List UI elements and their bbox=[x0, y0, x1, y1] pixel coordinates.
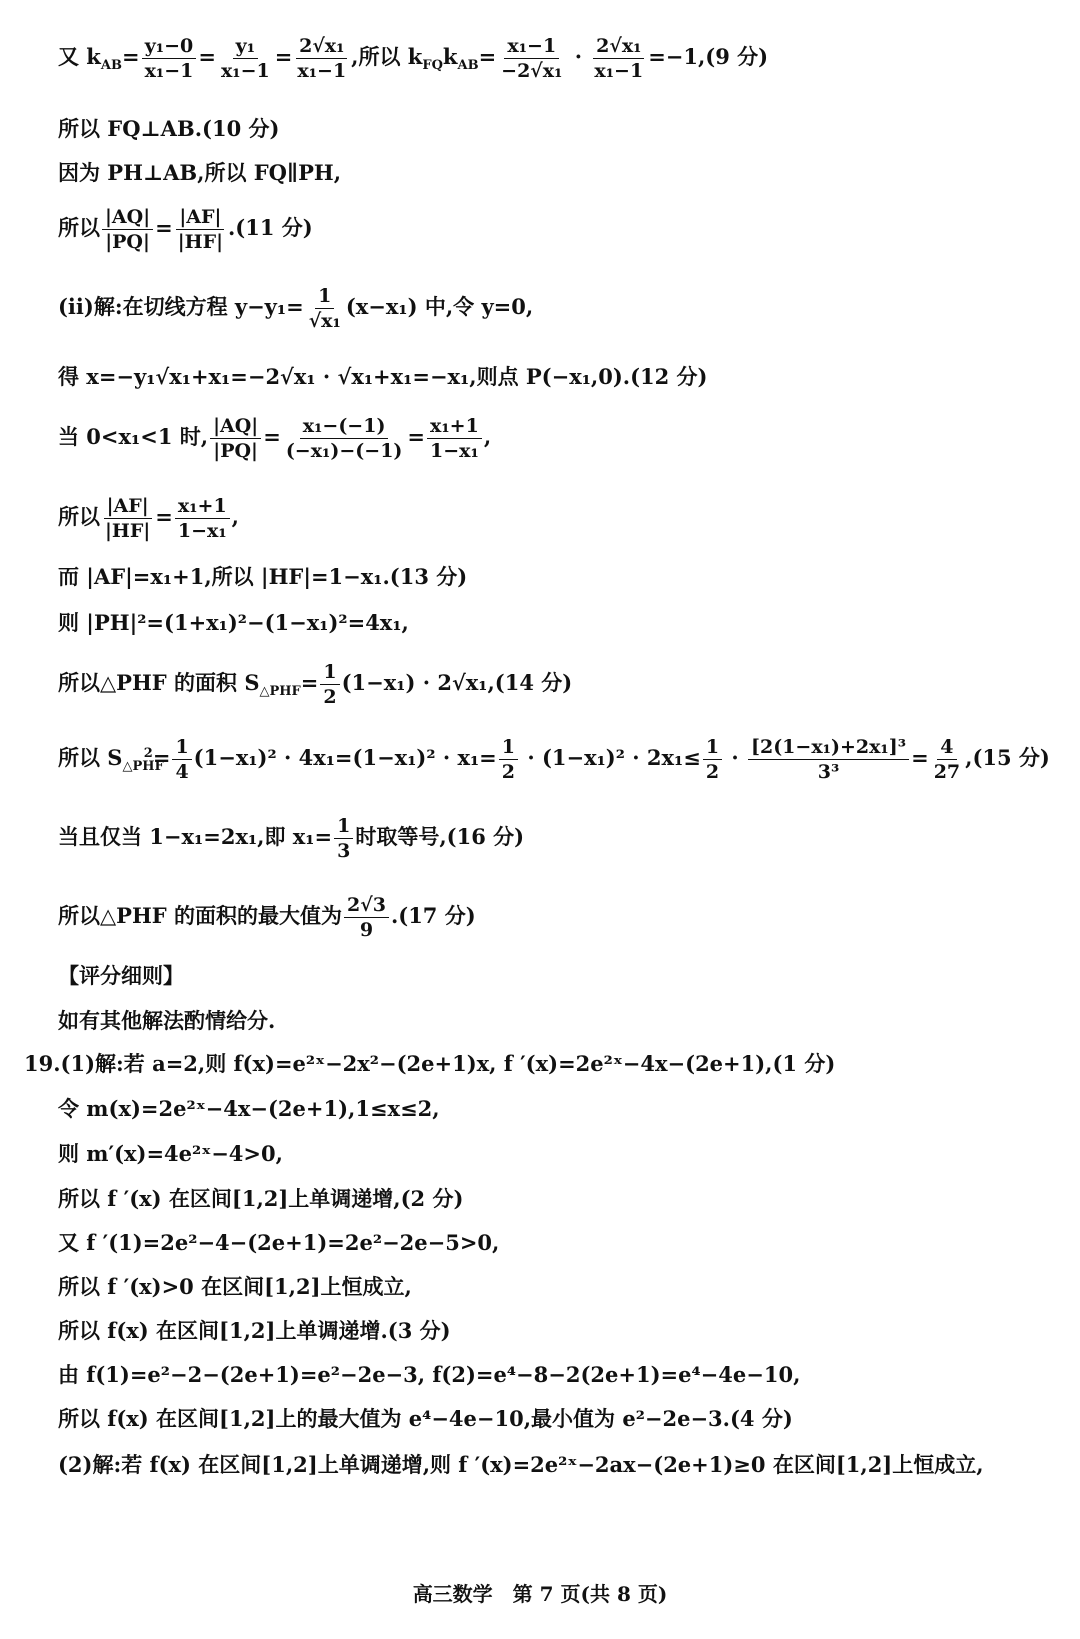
q19-3pts bbox=[58, 1318, 451, 1344]
text-run: 所以 FQ⊥AB.(10 分) bbox=[58, 116, 280, 141]
text-run: 所以 f(x) 在区间[1,2]上单调递增.(3 分) bbox=[58, 1318, 451, 1343]
fraction-denominator: 27 bbox=[933, 761, 961, 783]
fraction-numerator: x₁−1 bbox=[504, 34, 559, 59]
subscript: FQ bbox=[422, 58, 443, 74]
line-ph-squared bbox=[58, 610, 409, 636]
text-run: · bbox=[724, 745, 746, 770]
text-run: = bbox=[155, 504, 173, 529]
subscript: AB bbox=[100, 58, 122, 74]
fraction-denominator: |HF| bbox=[177, 231, 223, 253]
line-13pts bbox=[58, 564, 467, 590]
line-17pts bbox=[58, 893, 476, 942]
fraction-denominator: |HF| bbox=[105, 520, 151, 542]
fraction-numerator: x₁−(−1) bbox=[300, 414, 389, 439]
text-run: (x−x₁) 中,令 y=0, bbox=[345, 294, 534, 319]
fraction-numerator: 1 bbox=[320, 660, 339, 685]
fraction-denominator: |PQ| bbox=[105, 231, 150, 253]
grading-note bbox=[58, 1008, 275, 1034]
fraction bbox=[498, 34, 565, 83]
fraction bbox=[218, 34, 273, 83]
text-run: 因为 PH⊥AB,所以 FQ∥PH, bbox=[58, 160, 342, 185]
fraction-denominator: x₁−1 bbox=[594, 60, 644, 82]
line-14pts bbox=[58, 660, 572, 709]
text-run: = bbox=[478, 44, 497, 69]
q19-part1 bbox=[24, 1051, 835, 1077]
fraction bbox=[306, 284, 344, 333]
text-run: 又 k bbox=[58, 44, 101, 69]
text-run: 时取等号,(16 分) bbox=[355, 824, 525, 849]
fraction bbox=[499, 735, 518, 784]
text-run: 得 x=−y₁√x₁+x₁=−2√x₁ · √x₁+x₁=−x₁,则点 P(−x₁,0).(12 分) bbox=[58, 364, 708, 389]
q19-4pts bbox=[58, 1406, 793, 1432]
fraction-numerator: |AF| bbox=[176, 205, 224, 230]
q19-positive bbox=[58, 1274, 412, 1300]
line-15pts bbox=[58, 735, 1050, 784]
line-16pts bbox=[58, 814, 524, 863]
line-12pts bbox=[58, 364, 708, 390]
text-run: (ii)解:在切线方程 y−y₁= bbox=[58, 294, 304, 319]
text-run: 所以 bbox=[58, 215, 100, 240]
text-run: 所以△PHF 的面积的最大值为 bbox=[58, 903, 343, 928]
fraction-numerator: 2√x₁ bbox=[593, 34, 644, 59]
superscript: 2 bbox=[143, 746, 153, 761]
fraction bbox=[703, 735, 722, 784]
text-run: k bbox=[442, 44, 458, 69]
fraction-denominator: √x₁ bbox=[308, 310, 341, 332]
fraction-numerator: x₁+1 bbox=[175, 494, 230, 519]
fraction-numerator: y₁−0 bbox=[142, 34, 197, 59]
q19-2pts bbox=[58, 1186, 463, 1212]
fraction-denominator: 2 bbox=[323, 686, 337, 708]
text-run: (2)解:若 f(x) 在区间[1,2]上单调递增,则 f ′(x)=2e²ˣ−2ax−(2e+1)≥0 在区间[1,2]上恒成立, bbox=[58, 1452, 984, 1477]
text-run: 19.(1)解:若 a=2,则 f(x)=e²ˣ−2x²−(2e+1)x, f ′(x)=2e²ˣ−4x−(2e+1),(1 分) bbox=[24, 1051, 836, 1076]
text-run: 所以 S bbox=[58, 745, 123, 770]
text-run: 而 |AF|=x₁+1,所以 |HF|=1−x₁.(13 分) bbox=[58, 564, 468, 589]
text-run: 当 0<x₁<1 时, bbox=[58, 424, 209, 449]
fraction-numerator: 1 bbox=[334, 814, 353, 839]
text-run: · (1−x₁)² · 2x₁≤ bbox=[520, 745, 701, 770]
fraction-numerator: [2(1−x₁)+2x₁]³ bbox=[748, 735, 909, 760]
fraction bbox=[294, 34, 349, 83]
fraction-denominator: −2√x₁ bbox=[501, 60, 563, 82]
q19-f-prime-1 bbox=[58, 1230, 499, 1256]
fraction bbox=[283, 414, 406, 463]
text-run: = bbox=[155, 215, 173, 240]
fraction bbox=[334, 814, 353, 863]
line-10pts bbox=[58, 116, 279, 142]
text-run: = bbox=[407, 424, 426, 449]
text-run: 当且仅当 1−x₁=2x₁,即 x₁= bbox=[58, 824, 333, 849]
fraction bbox=[175, 494, 230, 543]
fraction-numerator: 2√3 bbox=[344, 893, 389, 918]
fraction bbox=[748, 735, 909, 784]
fraction bbox=[210, 414, 261, 463]
fraction-denominator: 4 bbox=[175, 761, 189, 783]
fraction bbox=[102, 205, 153, 254]
text-run: 所以 bbox=[58, 504, 100, 529]
text-run: = bbox=[198, 44, 216, 69]
text-run: , bbox=[231, 504, 239, 529]
fraction-numerator: y₁ bbox=[233, 34, 258, 59]
text-run: = bbox=[121, 44, 140, 69]
text-run: = bbox=[274, 44, 293, 69]
line-ratio-aq-pq bbox=[58, 414, 491, 463]
text-run: 则 |PH|²=(1+x₁)²−(1−x₁)²=4x₁, bbox=[58, 610, 409, 635]
line-9pts bbox=[58, 34, 768, 83]
fraction-numerator: 4 bbox=[937, 735, 956, 760]
fraction-numerator: 1 bbox=[499, 735, 518, 760]
fraction-denominator: 3 bbox=[337, 840, 351, 862]
fraction-denominator: x₁−1 bbox=[297, 60, 347, 82]
fraction-numerator: 1 bbox=[172, 735, 191, 760]
fraction bbox=[142, 34, 197, 83]
fraction bbox=[102, 494, 153, 543]
q19-part2 bbox=[58, 1452, 984, 1478]
fraction-denominator: 2 bbox=[501, 761, 516, 783]
line-parallel bbox=[58, 160, 341, 186]
text-run: = bbox=[911, 745, 929, 770]
fraction-numerator: 1 bbox=[315, 284, 334, 309]
grading-heading bbox=[58, 963, 184, 989]
fraction-numerator: 2√x₁ bbox=[296, 34, 347, 59]
text-run: (1−x₁)² · 4x₁=(1−x₁)² · x₁= bbox=[193, 745, 497, 770]
text-run: · bbox=[567, 44, 590, 69]
text-run: 所以 f(x) 在区间[1,2]上的最大值为 e⁴−4e−10,最小值为 e²−2e−3.(4 分) bbox=[58, 1406, 793, 1431]
text-run: 由 f(1)=e²−2−(2e+1)=e²−2e−3, f(2)=e⁴−8−2(2e+1)=e⁴−4e−10, bbox=[58, 1362, 801, 1387]
fraction bbox=[931, 735, 963, 784]
text-run: 所以△PHF 的面积 S bbox=[58, 670, 260, 695]
text-run: = bbox=[152, 745, 171, 770]
text-run: , bbox=[483, 424, 492, 449]
fraction-denominator: 2 bbox=[705, 761, 720, 783]
q19-m-derivative bbox=[58, 1141, 283, 1167]
text-run: .(11 分) bbox=[228, 215, 313, 240]
fraction-denominator: 1−x₁ bbox=[177, 520, 227, 542]
text-run: 如有其他解法酌情给分. bbox=[58, 1008, 276, 1033]
fraction-denominator: 1−x₁ bbox=[430, 440, 479, 462]
subscript: △PHF bbox=[259, 684, 301, 700]
text-run: = bbox=[300, 670, 319, 695]
fraction bbox=[320, 660, 339, 709]
text-run: (1−x₁) · 2√x₁,(14 分) bbox=[341, 670, 573, 695]
fraction bbox=[344, 893, 389, 942]
fraction-denominator: 3³ bbox=[817, 761, 840, 783]
fraction-numerator: |AQ| bbox=[210, 414, 261, 439]
fraction-numerator: 1 bbox=[703, 735, 722, 760]
q19-values bbox=[58, 1362, 800, 1388]
text-run: 【评分细则】 bbox=[58, 963, 184, 988]
text-run: ,所以 k bbox=[351, 44, 423, 69]
text-run: =−1,(9 分) bbox=[648, 44, 769, 69]
fraction-denominator: x₁−1 bbox=[144, 60, 194, 82]
fraction-denominator: (−x₁)−(−1) bbox=[285, 440, 403, 462]
fraction-numerator: |AF| bbox=[104, 494, 152, 519]
fraction bbox=[591, 34, 646, 83]
page-footer: 高三数学 第 7 页(共 8 页) bbox=[412, 1582, 668, 1606]
fraction bbox=[175, 205, 226, 254]
fraction-denominator: 9 bbox=[359, 919, 374, 941]
fraction bbox=[172, 735, 191, 784]
line-ratio-af-hf bbox=[58, 494, 239, 543]
text-run: ,(15 分) bbox=[965, 745, 1050, 770]
fraction-denominator: |PQ| bbox=[213, 440, 258, 462]
fraction-numerator: x₁+1 bbox=[427, 414, 482, 439]
fraction bbox=[427, 414, 482, 463]
fraction-denominator: x₁−1 bbox=[220, 60, 270, 82]
subscript: AB bbox=[457, 58, 479, 74]
line-11pts bbox=[58, 205, 313, 254]
text-run: 令 m(x)=2e²ˣ−4x−(2e+1),1≤x≤2, bbox=[58, 1096, 440, 1121]
subscript: △PHF bbox=[122, 759, 164, 775]
text-run: .(17 分) bbox=[390, 903, 476, 928]
text-run: 则 m′(x)=4e²ˣ−4>0, bbox=[58, 1141, 283, 1166]
line-tangent bbox=[58, 284, 533, 333]
text-run: 所以 f ′(x) 在区间[1,2]上单调递增,(2 分) bbox=[58, 1186, 464, 1211]
q19-define-m bbox=[58, 1096, 440, 1122]
text-run: 又 f ′(1)=2e²−4−(2e+1)=2e²−2e−5>0, bbox=[58, 1230, 500, 1255]
text-run: 所以 f ′(x)>0 在区间[1,2]上恒成立, bbox=[58, 1274, 412, 1299]
fraction-numerator: |AQ| bbox=[102, 205, 153, 230]
text-run: = bbox=[263, 424, 281, 449]
